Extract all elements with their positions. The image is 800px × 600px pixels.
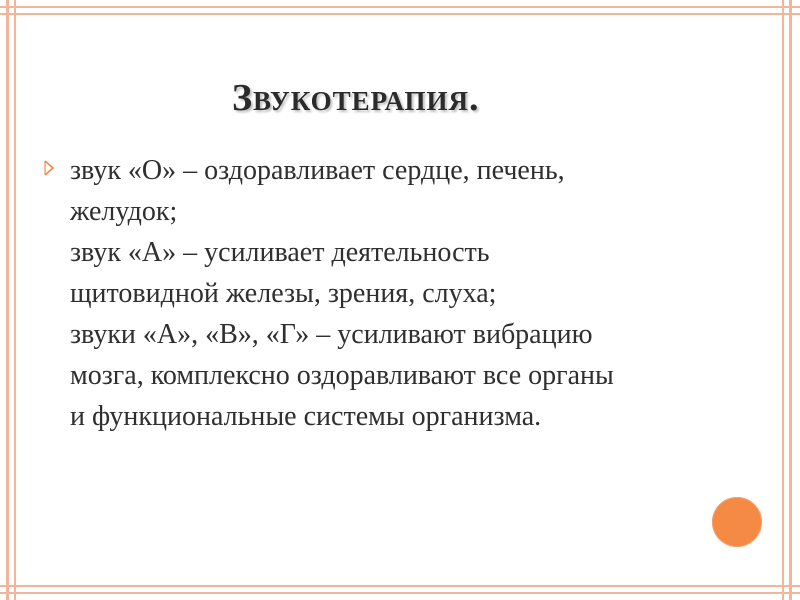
decorative-orange-circle [712,497,762,547]
frame-line-right-inner [782,0,784,600]
diamond-bullet-icon [42,159,56,177]
bullet-text-line: и функциональные системы организма. [70,401,542,432]
frame-line-right-outer [789,0,792,600]
slide-title: Звукотерапия. [232,77,480,119]
bullet-text-line: щитовидной железы, зрения, слуха; [70,278,497,309]
frame-line-left-inner [14,0,16,600]
frame-line-bottom-inner [0,585,800,587]
bullet-text [70,150,780,437]
bullet-text-line: звуки «А», «В», «Г» – усиливают вибрацию [70,319,593,350]
frame-line-top-inner [0,13,800,15]
bullet-text-line: мозга, комплексно оздоравливают все органы [70,360,614,391]
frame-line-left-outer [6,0,9,600]
bullet-text-line: звук «А» – усиливает деятельность [70,237,490,268]
bullet-text-line: желудок; [70,196,178,227]
frame-line-top-outer [0,6,800,8]
bullet-text-line: звук «О» – оздоравливает сердце, печень, [70,155,565,186]
frame-line-bottom-outer [0,592,800,594]
